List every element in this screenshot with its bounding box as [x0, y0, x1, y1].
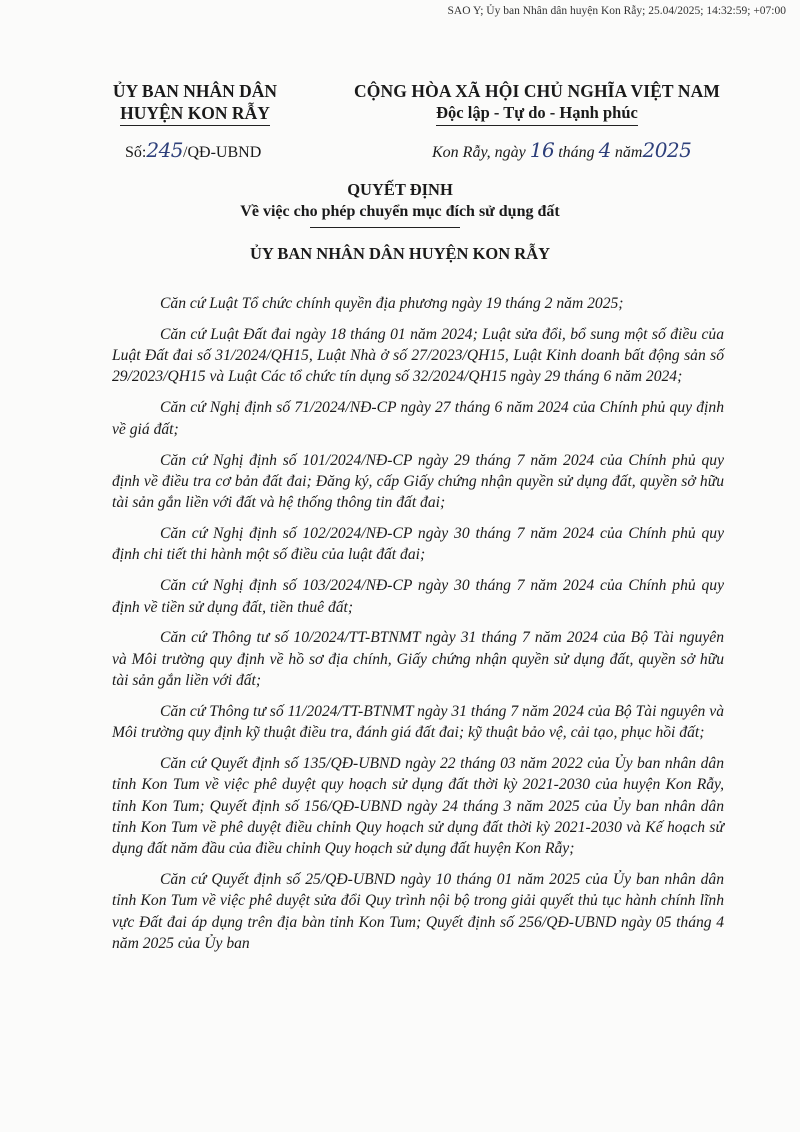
date-month-label: tháng: [558, 144, 595, 161]
document-title: [0, 179, 800, 223]
document-number-prefix: Số:: [125, 144, 147, 161]
legal-basis-paragraph: Căn cứ Thông tư số 10/2024/TT-BTNMT ngày 31 tháng 7 năm 2024 của Bộ Tài nguyên và Môi trường quy định về hồ sơ địa chính, Giấy chứng nhận quyền sử dụng đất, quyền sở hữu tài sản gắn liền với đất;: [112, 629, 724, 690]
agency-line-2: HUYỆN KON RẪY: [120, 102, 270, 126]
title-underline: [310, 227, 460, 228]
document-number: [125, 138, 261, 162]
legal-basis-paragraph: Căn cứ Nghị định số 102/2024/NĐ-CP ngày 30 tháng 7 năm 2024 của Chính phủ quy định chi tiết thi hành một số điều của luật đất đai;: [112, 525, 724, 564]
legal-basis-paragraph: Căn cứ Luật Đất đai ngày 18 tháng 01 năm 2024; Luật sửa đổi, bổ sung một số điều của Luật Đất đai số 31/2024/QH15, Luật Nhà ở số 27/2023/QH15, Luật Kinh doanh bất động sản số 29/2023/QH15 và Luật Các tổ chức tín dụng số 32/2024/QH15 ngày 29 tháng 6 năm 2024;: [112, 325, 724, 386]
document-body: [112, 293, 724, 964]
date-month: 4: [598, 138, 611, 162]
document-number-suffix: /QĐ-UBND: [183, 144, 262, 161]
national-motto: Độc lập - Tự do - Hạnh phúc: [436, 102, 638, 126]
legal-basis-paragraph: Căn cứ Quyết định số 25/QĐ-UBND ngày 10 tháng 01 năm 2025 của Ủy ban nhân dân tỉnh Kon Tum về việc phê duyệt sửa đổi Quy trình nội bộ trong giải quyết thủ tục hành chính lĩnh vực Đất đai áp dụng trên địa bàn tỉnh Kon Tum; Quyết định số 256/QĐ-UBND ngày 05 tháng 4 năm 2025 của Ủy ban: [112, 871, 724, 953]
date-day: 16: [529, 138, 555, 162]
legal-basis-paragraph: Căn cứ Thông tư số 11/2024/TT-BTNMT ngày 31 tháng 7 năm 2024 của Bộ Tài nguyên và Môi trường quy định kỹ thuật điều tra, đánh giá đất đai; kỹ thuật bảo vệ, cải tạo, phục hồi đất;: [112, 702, 724, 742]
agency-line-1: ỦY BAN NHÂN DÂN: [112, 81, 278, 101]
date-place: Kon Rẫy, ngày: [432, 144, 526, 161]
legal-basis-paragraph: Căn cứ Luật Tổ chức chính quyền địa phương ngày 19 tháng 2 năm 2025;: [160, 295, 624, 312]
issuing-agency-header: [100, 80, 290, 126]
legal-basis-paragraph: Căn cứ Nghị định số 71/2024/NĐ-CP ngày 27 tháng 6 năm 2024 của Chính phủ quy định về giá đất;: [112, 399, 724, 438]
title-main: QUYẾT ĐỊNH: [347, 180, 453, 199]
national-motto-header: [332, 80, 742, 126]
document-date: [432, 138, 691, 162]
country-name: CỘNG HÒA XÃ HỘI CHỦ NGHĨA VIỆT NAM: [354, 81, 720, 101]
digital-signature-stamp: SAO Y; Ủy ban Nhân dân huyện Kon Rẫy; 25.04/2025; 14:32:59; +07:00: [447, 5, 786, 17]
date-year: 2025: [642, 138, 692, 162]
legal-basis-paragraph: Căn cứ Nghị định số 101/2024/NĐ-CP ngày 29 tháng 7 năm 2024 của Chính phủ quy định về điều tra cơ bản đất đai; Đăng ký, cấp Giấy chứng nhận quyền sử dụng đất, quyền sở hữu tài sản gắn liền với đất và hệ thống thông tin đất đai;: [112, 451, 724, 512]
document-number-handwritten: 245: [146, 138, 184, 162]
title-subtitle: Về việc cho phép chuyển mục đích sử dụng đất: [240, 203, 560, 220]
legal-basis-paragraph: Căn cứ Quyết định số 135/QĐ-UBND ngày 22 tháng 03 năm 2022 của Ủy ban nhân dân tỉnh Kon Tum về việc phê duyệt quy hoạch sử dụng đất thời kỳ 2021-2030 của huyện Kon Rẫy, tỉnh Kon Tum; Quyết định số 156/QĐ-UBND ngày 24 tháng 3 năm 2025 của Ủy ban nhân dân tỉnh Kon Tum về phê duyệt điều chỉnh Quy hoạch sử dụng đất thời kỳ 2021-2030 và Kế hoạch sử dụng đất năm đầu của điều chỉnh Quy hoạch sử dụng đất huyện Kon Rẫy;: [112, 755, 724, 858]
issuing-body: ỦY BAN NHÂN DÂN HUYỆN KON RẪY: [249, 244, 551, 263]
legal-basis-paragraph: Căn cứ Nghị định số 103/2024/NĐ-CP ngày 30 tháng 7 năm 2024 của Chính phủ quy định về tiền sử dụng đất, tiền thuê đất;: [112, 577, 724, 616]
date-year-label: năm: [614, 144, 643, 161]
